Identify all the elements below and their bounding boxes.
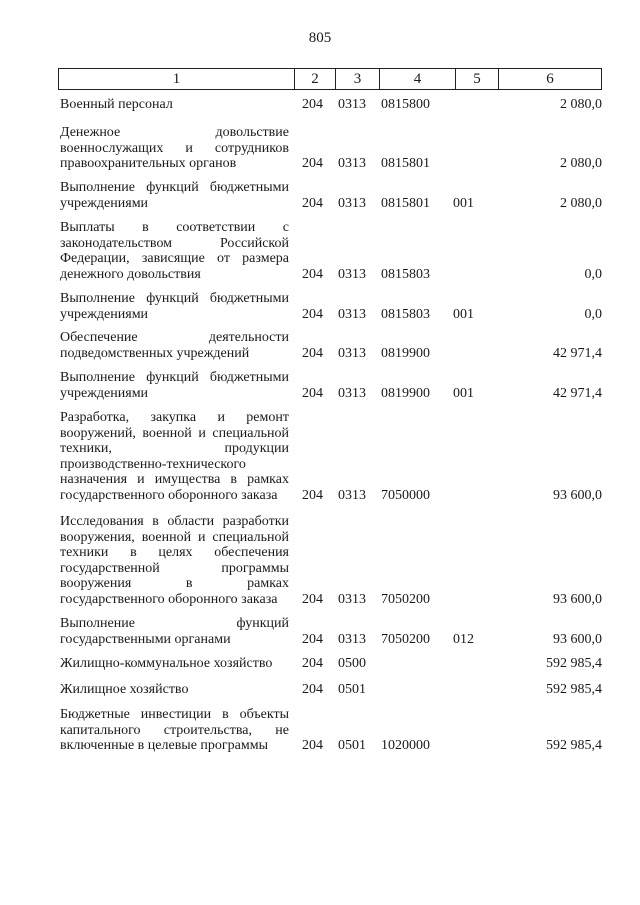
- row-col-2: 204: [302, 682, 323, 697]
- row-col-4: 7050000: [381, 488, 430, 503]
- row-amount: 42 971,4: [553, 346, 602, 361]
- table-header: [58, 68, 602, 90]
- row-col-2: 204: [302, 346, 323, 361]
- row-amount: 0,0: [584, 267, 602, 282]
- row-col-3: 0500: [338, 656, 366, 671]
- row-values: [58, 488, 602, 504]
- row-values: [58, 632, 602, 648]
- header-col-6: 6: [498, 69, 601, 89]
- row-col-3: 0313: [338, 386, 366, 401]
- row-values: [58, 682, 602, 698]
- row-col-4: 7050200: [381, 592, 430, 607]
- row-col-4: 1020000: [381, 738, 430, 753]
- row-amount: 592 985,4: [546, 682, 602, 697]
- row-col-2: 204: [302, 386, 323, 401]
- row-col-3: 0313: [338, 196, 366, 211]
- row-values: [58, 156, 602, 172]
- row-description: Бюджетные инвестиции в объекты капитального строительства, не включенные в целевые программы: [60, 707, 289, 753]
- row-amount: 93 600,0: [553, 488, 602, 503]
- row-col-3: 0313: [338, 267, 366, 282]
- row-col-3: 0313: [338, 346, 366, 361]
- row-col-3: 0313: [338, 488, 366, 503]
- row-description: Выполнение функций бюджетными учреждениями: [60, 291, 289, 322]
- row-col-2: 204: [302, 632, 323, 647]
- row-description: Денежное довольствие военнослужащих и сотрудников правоохранительных органов: [60, 125, 289, 171]
- row-col-2: 204: [302, 97, 323, 112]
- row-col-4: 0815801: [381, 196, 430, 211]
- header-col-3: 3: [335, 69, 379, 89]
- row-col-3: 0501: [338, 738, 366, 753]
- row-amount: 592 985,4: [546, 656, 602, 671]
- row-description: Разработка, закупка и ремонт вооружений, военной и специальной техники, продукции производственно-технического назначения и имущества в рамках государственного оборонного заказа: [60, 410, 289, 503]
- row-values: [58, 97, 602, 113]
- row-description: Выполнение функций государственными органами: [60, 616, 289, 647]
- row-col-4: 0815803: [381, 307, 430, 322]
- row-col-5: 001: [453, 307, 474, 322]
- row-col-2: 204: [302, 592, 323, 607]
- row-values: [58, 346, 602, 362]
- row-description: Выполнение функций бюджетными учреждениями: [60, 180, 289, 211]
- row-col-2: 204: [302, 656, 323, 671]
- row-amount: 2 080,0: [560, 97, 602, 112]
- row-col-3: 0313: [338, 97, 366, 112]
- row-col-3: 0313: [338, 156, 366, 171]
- row-amount: 0,0: [584, 307, 602, 322]
- row-col-4: 7050200: [381, 632, 430, 647]
- row-amount: 592 985,4: [546, 738, 602, 753]
- row-amount: 2 080,0: [560, 196, 602, 211]
- row-col-3: 0501: [338, 682, 366, 697]
- header-col-5: 5: [455, 69, 498, 89]
- row-col-4: 0819900: [381, 386, 430, 401]
- row-description: Военный персонал: [60, 97, 173, 112]
- row-values: [58, 196, 602, 212]
- row-amount: 2 080,0: [560, 156, 602, 171]
- row-description: Выплаты в соответствии с законодательством Российской Федерации, зависящие от размера денежного довольствия: [60, 220, 289, 282]
- row-col-4: 0815801: [381, 156, 430, 171]
- row-col-2: 204: [302, 738, 323, 753]
- page-number: 805: [308, 30, 332, 46]
- row-description: Исследования в области разработки вооружения, военной и специальной техники в целях обеспечения государственной программы вооружения в рамках государственного оборонного заказа: [60, 514, 289, 607]
- row-col-5: 001: [453, 196, 474, 211]
- row-values: [58, 738, 602, 754]
- row-values: [58, 592, 602, 608]
- row-col-4: 0819900: [381, 346, 430, 361]
- row-col-5: 001: [453, 386, 474, 401]
- row-col-5: 012: [453, 632, 474, 647]
- row-values: [58, 386, 602, 402]
- row-amount: 42 971,4: [553, 386, 602, 401]
- row-col-3: 0313: [338, 307, 366, 322]
- row-values: [58, 267, 602, 283]
- header-col-4: 4: [379, 69, 455, 89]
- budget-table: [58, 68, 602, 753]
- header-col-1: 1: [172, 71, 181, 87]
- row-description: Обеспечение деятельности подведомственных учреждений: [60, 330, 289, 361]
- row-amount: 93 600,0: [553, 632, 602, 647]
- row-col-3: 0313: [338, 632, 366, 647]
- header-col-2: 2: [294, 69, 335, 89]
- row-col-2: 204: [302, 267, 323, 282]
- row-col-2: 204: [302, 307, 323, 322]
- row-col-2: 204: [302, 488, 323, 503]
- row-values: [58, 656, 602, 672]
- row-amount: 93 600,0: [553, 592, 602, 607]
- row-col-4: 0815803: [381, 267, 430, 282]
- row-col-4: 0815800: [381, 97, 430, 112]
- row-col-2: 204: [302, 196, 323, 211]
- row-col-3: 0313: [338, 592, 366, 607]
- row-values: [58, 307, 602, 323]
- row-description: Жилищно-коммунальное хозяйство: [60, 656, 273, 671]
- row-col-2: 204: [302, 156, 323, 171]
- row-description: Выполнение функций бюджетными учреждениями: [60, 370, 289, 401]
- row-description: Жилищное хозяйство: [60, 682, 189, 697]
